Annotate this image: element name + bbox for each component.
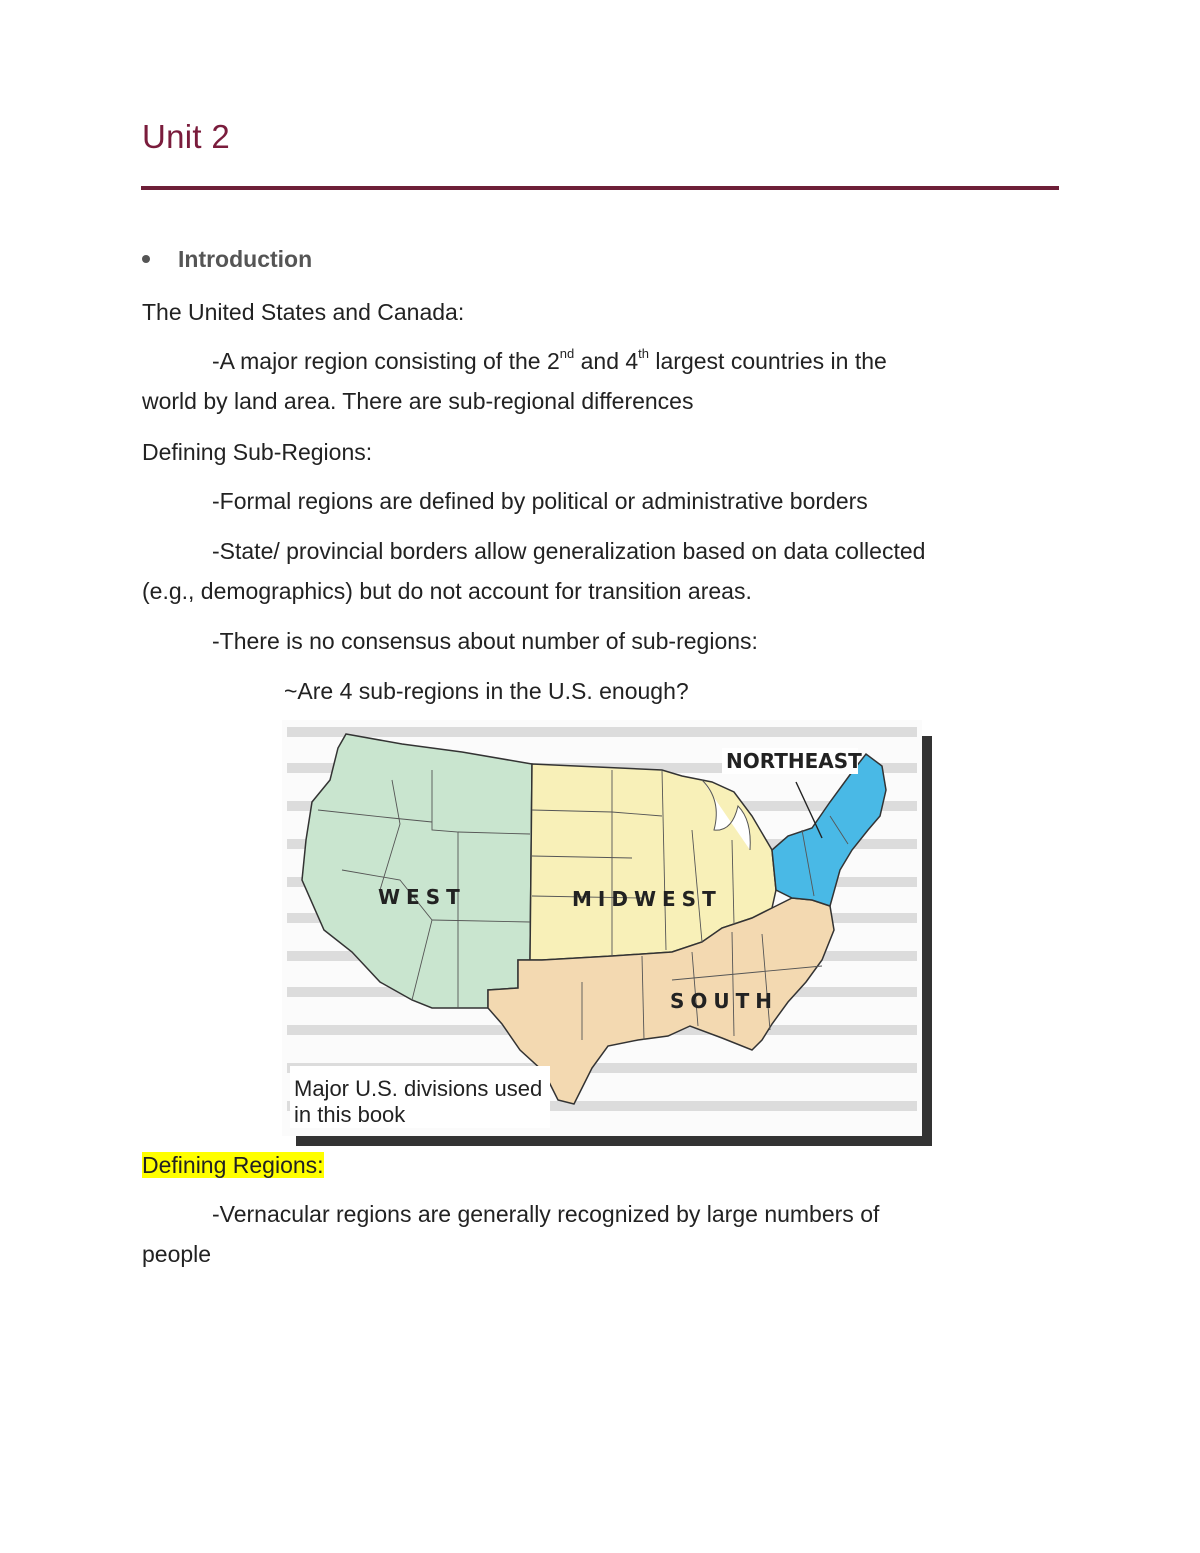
map-image bbox=[282, 720, 922, 1136]
paragraph-state-borders-line2: (e.g., demographics) but do not account for transition areas. bbox=[142, 578, 752, 604]
label-west: WEST bbox=[378, 885, 466, 909]
map-shadow-bottom bbox=[296, 1136, 932, 1146]
paragraph-vernacular-line2: people bbox=[142, 1241, 212, 1267]
paragraph-question: ~Are 4 sub-regions in the U.S. enough? bbox=[284, 678, 689, 704]
title-divider bbox=[141, 186, 1059, 190]
paragraph-major-region-line1: -A major region consisting of the 2nd and 4th largest countries in the bbox=[212, 346, 887, 374]
paragraph-formal-regions: -Formal regions are defined by political or administrative borders bbox=[212, 488, 868, 514]
paragraph-state-borders-line1: -State/ provincial borders allow generalization based on data collected bbox=[212, 538, 926, 564]
region-west bbox=[302, 734, 532, 1008]
label-midwest: MIDWEST bbox=[572, 887, 722, 911]
bullet-label: Introduction bbox=[178, 246, 313, 272]
paragraph-us-canada: The United States and Canada: bbox=[142, 299, 465, 325]
map-caption-line1: Major U.S. divisions used bbox=[294, 1076, 543, 1101]
map-shadow-right bbox=[922, 736, 932, 1146]
highlighted-heading: Defining Regions: bbox=[142, 1152, 324, 1178]
bullet-item-introduction bbox=[142, 246, 312, 273]
paragraph-major-region-line2: world by land area. There are sub-regional differences bbox=[142, 388, 694, 414]
map-svg bbox=[282, 720, 922, 1136]
map-caption-line2: in this book bbox=[294, 1102, 406, 1127]
us-regions-map bbox=[282, 720, 932, 1146]
bullet-icon bbox=[142, 255, 150, 263]
label-northeast: NORTHEAST bbox=[726, 749, 862, 773]
paragraph-defining-regions bbox=[142, 1150, 324, 1180]
paragraph-no-consensus: -There is no consensus about number of sub-regions: bbox=[212, 628, 758, 654]
paragraph-vernacular-line1: -Vernacular regions are generally recognized by large numbers of bbox=[212, 1201, 880, 1227]
label-south: SOUTH bbox=[670, 989, 779, 1013]
paragraph-defining-subregions: Defining Sub-Regions: bbox=[142, 439, 373, 465]
page-title: Unit 2 bbox=[142, 118, 231, 155]
